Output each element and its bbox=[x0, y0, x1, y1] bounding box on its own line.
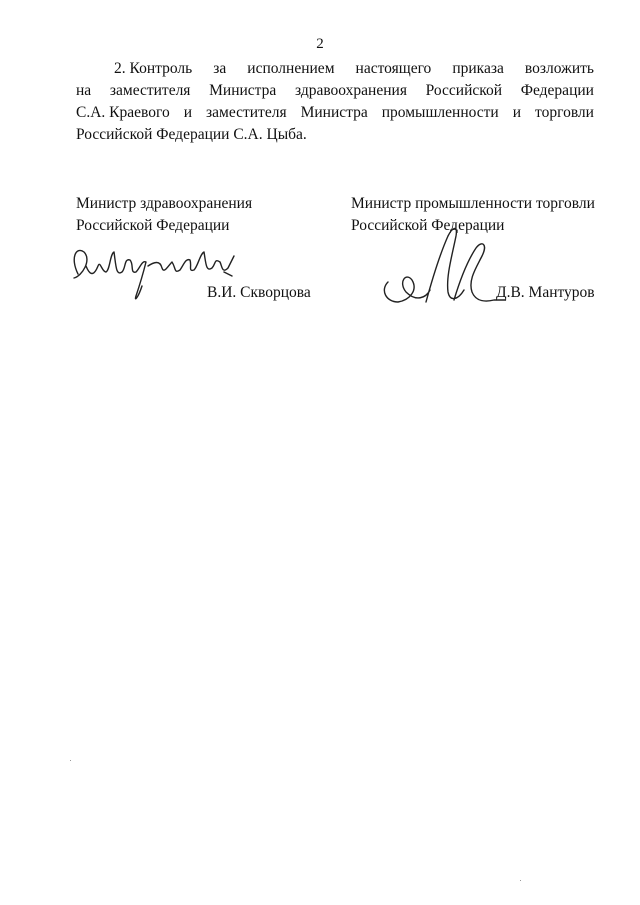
scan-speck bbox=[520, 880, 521, 881]
word: промышленности bbox=[381, 104, 499, 121]
word: за bbox=[213, 60, 227, 77]
word: приказа bbox=[452, 60, 504, 77]
signer-name-left: В.И. Скворцова bbox=[207, 284, 311, 301]
signer-title-line-2: Российской Федерации bbox=[351, 217, 505, 234]
word: Федерации bbox=[520, 82, 594, 99]
paragraph-line-3 bbox=[76, 102, 594, 124]
word: заместителя bbox=[109, 82, 191, 99]
word: С.А. Краевого bbox=[76, 104, 170, 121]
signature-block-health-minister bbox=[76, 193, 326, 237]
signer-title-line-1: Министр промышленности торговли bbox=[351, 195, 595, 212]
word: исполнением bbox=[247, 60, 335, 77]
word: Министра bbox=[209, 82, 277, 99]
paragraph-line-2 bbox=[76, 80, 594, 102]
word: настоящего bbox=[355, 60, 432, 77]
word: заместителя bbox=[206, 104, 287, 121]
signer-name-right: Д.В. Мантуров bbox=[496, 284, 595, 301]
word: Российской bbox=[425, 82, 503, 99]
signer-title-line-1: Министр здравоохранения bbox=[76, 195, 253, 212]
word: и bbox=[512, 104, 522, 121]
page-number: 2 bbox=[316, 36, 324, 52]
word: Российской Федерации С.А. Цыба. bbox=[76, 126, 307, 143]
word: возложить bbox=[524, 60, 594, 77]
word: Министра bbox=[300, 104, 368, 121]
paragraph-line-1 bbox=[76, 58, 594, 80]
scan-speck bbox=[70, 760, 71, 761]
order-paragraph bbox=[76, 58, 594, 146]
signer-title-line-2: Российской Федерации bbox=[76, 217, 230, 234]
paragraph-line-4 bbox=[76, 124, 594, 146]
word: здравоохранения bbox=[294, 82, 407, 99]
word: 2. Контроль bbox=[114, 60, 193, 77]
word: торговли bbox=[535, 104, 594, 121]
word: на bbox=[76, 82, 92, 99]
handwritten-signature-right bbox=[376, 210, 506, 310]
word: и bbox=[183, 104, 193, 121]
